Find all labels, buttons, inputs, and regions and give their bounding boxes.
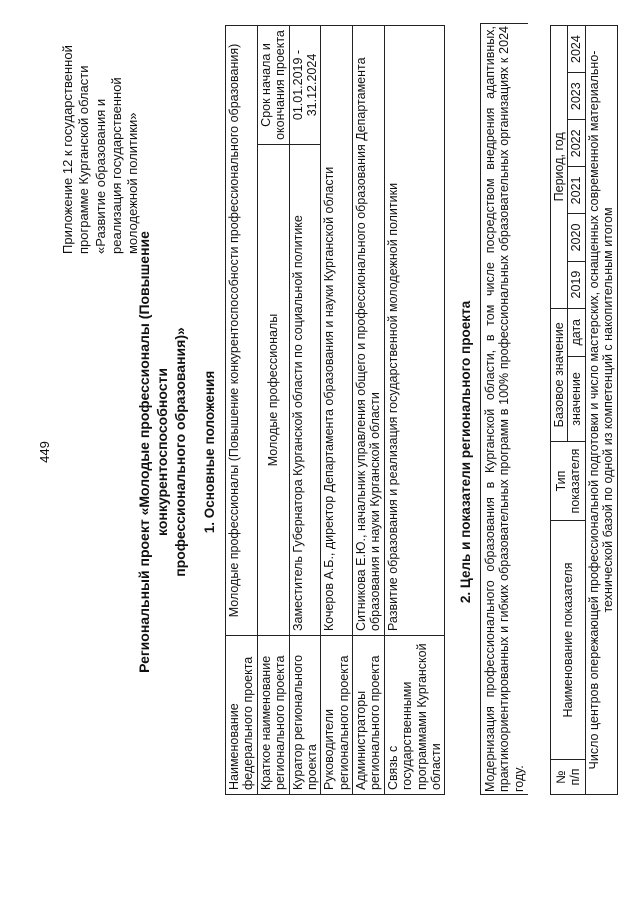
header-base: Базовое значение: [551, 308, 568, 441]
indicators-table: [550, 25, 618, 795]
indicator-row: Число центров опережающей профессиональной подготовки и число мастерских, оснащенных современной материально-технической базой по одной из компетенций с накопительным итогом: [585, 26, 617, 795]
header-period: Период, год: [551, 26, 568, 309]
table-row: [257, 26, 289, 795]
header-base-date: дата: [568, 308, 585, 356]
appendix-line: «Развитие образования и: [92, 98, 108, 254]
appendix-line: реализация государственной: [108, 77, 124, 254]
table-row: [321, 26, 353, 795]
table-cell: Заместитель Губернатора Курганской области по социальной политике: [289, 145, 321, 636]
title-line-1: Региональный проект «Молодые профессионалы (Повышение конкурентоспособности: [136, 231, 171, 673]
main-provisions-table: [225, 25, 445, 795]
page-number: 449: [37, 441, 52, 463]
table-row: [384, 26, 445, 795]
rotated-document-page: [20, 12, 620, 892]
appendix-note: [60, 24, 141, 254]
table-cell: Руководители регионального проекта: [321, 636, 353, 795]
project-goal: Модернизация профессионального образования в Курганской области, в том числе посредством внедрения адаптивных, практикоориентированных и гибких образовательных программ в 100% профессиональных образовательных организациях к 2024 году.: [480, 23, 528, 795]
table-cell: [257, 26, 289, 145]
header-year: 2024: [568, 26, 585, 73]
table-cell: Куратор регионального проекта: [289, 636, 321, 795]
table-row: [353, 26, 385, 795]
appendix-line: программе Курганской области: [76, 65, 92, 254]
header-base-value: значение: [568, 356, 585, 441]
document-title: [135, 162, 190, 742]
table-cell: 01.01.2019 - 31.12.2024: [289, 26, 321, 145]
table-header-row: [551, 26, 568, 795]
table-cell: Администраторы регионального проекта: [353, 636, 385, 795]
header-year: 2022: [568, 120, 585, 167]
table-row: [289, 26, 321, 795]
appendix-line: Приложение 12 к государственной: [60, 45, 75, 254]
section-1-heading: 1. Основные положения: [202, 370, 217, 534]
header-year: 2020: [568, 214, 585, 261]
title-line-2: профессионального образования)»: [172, 327, 189, 577]
table-cell: Кочеров А.Б., директор Департамента образования и науки Курганской области: [321, 26, 353, 636]
appendix-line: молодежной политики»: [125, 112, 140, 254]
table-cell: Наименование федерального проекта: [226, 636, 258, 795]
section-2-heading: 2. Цель и показатели регионального проекта: [458, 300, 473, 604]
table-cell: Развитие образования и реализация государственной молодежной политики: [384, 26, 445, 636]
header-num: № п/п: [551, 760, 586, 795]
table-cell: Связь с государственными программами Курганской области: [384, 636, 445, 795]
header-year: 2021: [568, 167, 585, 214]
table-cell: Краткое наименование регионального проекта: [257, 636, 289, 795]
period-label: Срок начала и окончания проекта: [258, 30, 288, 140]
header-name: Наименование показателя: [551, 521, 586, 760]
header-year: 2023: [568, 73, 585, 120]
table-cell: Молодые профессионалы: [257, 145, 289, 636]
header-year: 2019: [568, 261, 585, 308]
table-cell: Ситникова Е.Ю., начальник управления общего и профессионального образования Департамента образования и науки Курганской области: [353, 26, 385, 636]
table-row: [585, 26, 617, 795]
header-type: Тип показателя: [551, 442, 586, 521]
table-row: [226, 26, 258, 795]
table-cell: Молодые профессионалы (Повышение конкурентоспособности профессионального образования): [226, 26, 258, 636]
